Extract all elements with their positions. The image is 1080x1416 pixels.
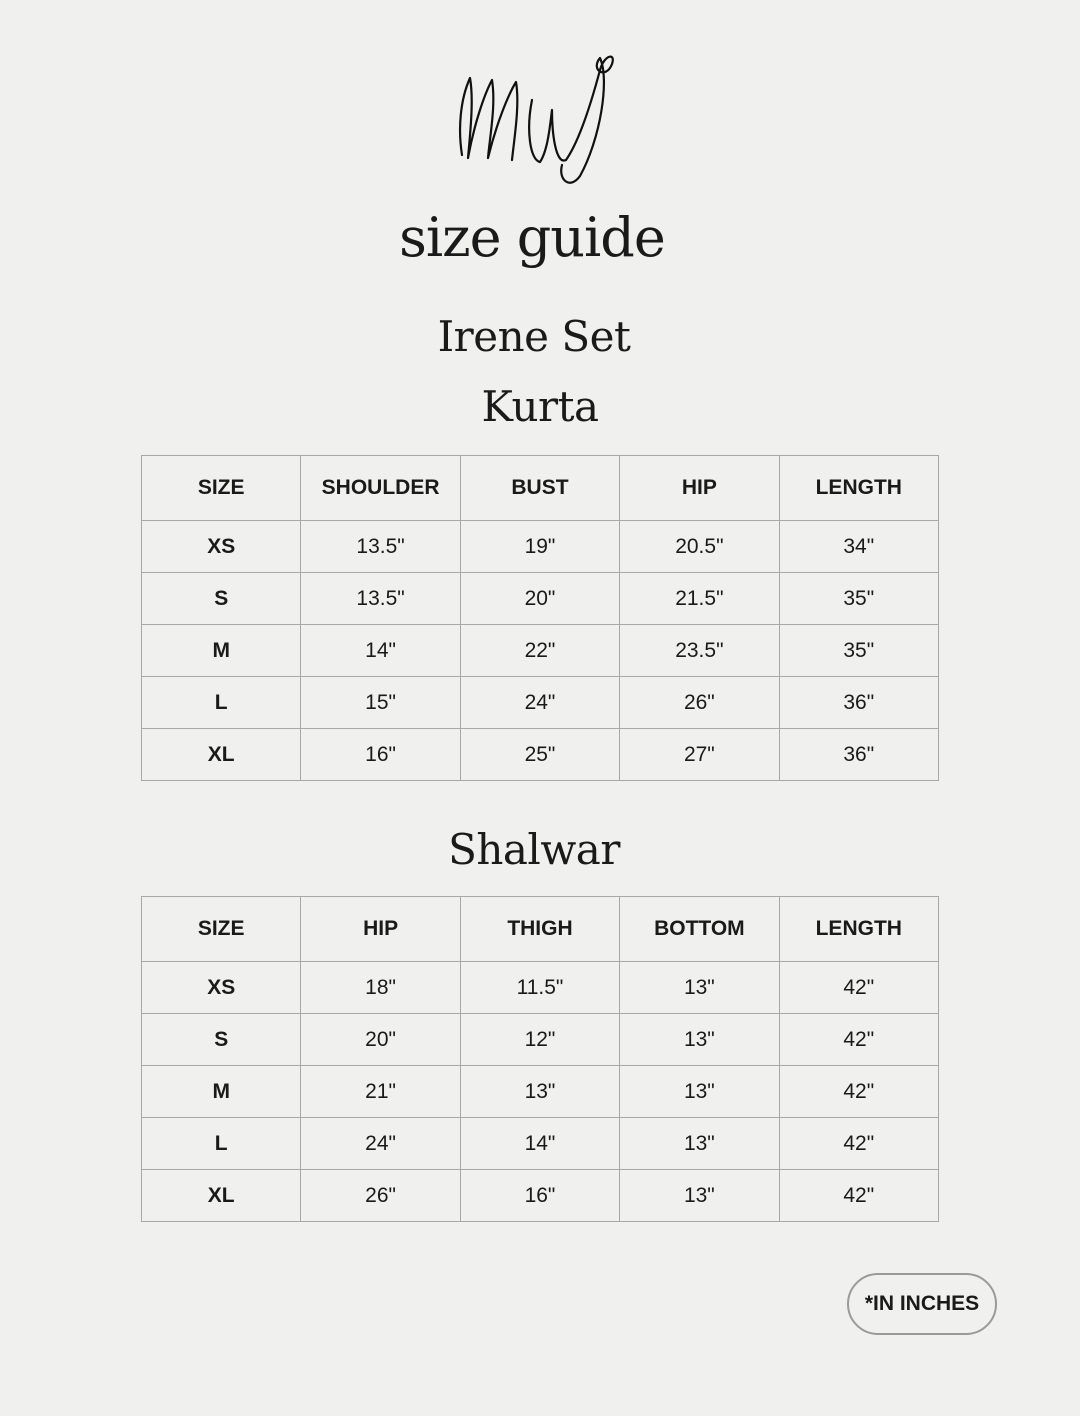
length-cell: 42" bbox=[779, 962, 938, 1014]
hip-cell: 21" bbox=[301, 1066, 460, 1118]
length-cell: 35" bbox=[779, 573, 938, 625]
kurta-heading: Kurta bbox=[481, 382, 599, 431]
set-name: Irene Set bbox=[437, 312, 631, 361]
shalwar-size-table bbox=[141, 896, 939, 1222]
table-row bbox=[142, 677, 939, 729]
thigh-cell: 13" bbox=[460, 1066, 619, 1118]
shalwar-col-thigh: THIGH bbox=[460, 897, 619, 962]
table-row bbox=[142, 729, 939, 781]
length-cell: 42" bbox=[779, 1066, 938, 1118]
thigh-cell: 16" bbox=[460, 1170, 619, 1222]
hip-cell: 21.5" bbox=[620, 573, 779, 625]
length-cell: 36" bbox=[779, 729, 938, 781]
thigh-cell: 11.5" bbox=[460, 962, 619, 1014]
size-cell: XS bbox=[142, 521, 301, 573]
kurta-col-length: LENGTH bbox=[779, 456, 938, 521]
kurta-size-table bbox=[141, 455, 939, 781]
kurta-col-bust: BUST bbox=[460, 456, 619, 521]
thigh-cell: 14" bbox=[460, 1118, 619, 1170]
table-row bbox=[142, 1118, 939, 1170]
shalwar-heading: Shalwar bbox=[448, 825, 620, 874]
page-title: size guide bbox=[399, 206, 665, 269]
kurta-col-hip: HIP bbox=[620, 456, 779, 521]
hip-cell: 20" bbox=[301, 1014, 460, 1066]
hip-cell: 20.5" bbox=[620, 521, 779, 573]
hip-cell: 27" bbox=[620, 729, 779, 781]
kurta-col-shoulder: SHOULDER bbox=[301, 456, 460, 521]
size-cell: XS bbox=[142, 962, 301, 1014]
size-cell: S bbox=[142, 573, 301, 625]
size-cell: XL bbox=[142, 1170, 301, 1222]
bottom-cell: 13" bbox=[620, 962, 779, 1014]
length-cell: 36" bbox=[779, 677, 938, 729]
kurta-col-size: SIZE bbox=[142, 456, 301, 521]
hip-cell: 18" bbox=[301, 962, 460, 1014]
size-cell: L bbox=[142, 677, 301, 729]
table-row bbox=[142, 625, 939, 677]
shoulder-cell: 15" bbox=[301, 677, 460, 729]
size-cell: L bbox=[142, 1118, 301, 1170]
length-cell: 42" bbox=[779, 1170, 938, 1222]
table-row bbox=[142, 573, 939, 625]
table-row bbox=[142, 1066, 939, 1118]
size-cell: XL bbox=[142, 729, 301, 781]
bust-cell: 20" bbox=[460, 573, 619, 625]
table-row bbox=[142, 1014, 939, 1066]
length-cell: 42" bbox=[779, 1014, 938, 1066]
shoulder-cell: 13.5" bbox=[301, 521, 460, 573]
size-cell: M bbox=[142, 625, 301, 677]
shalwar-header-row bbox=[142, 897, 939, 962]
length-cell: 34" bbox=[779, 521, 938, 573]
shoulder-cell: 14" bbox=[301, 625, 460, 677]
size-cell: M bbox=[142, 1066, 301, 1118]
bottom-cell: 13" bbox=[620, 1118, 779, 1170]
table-row bbox=[142, 521, 939, 573]
shalwar-col-length: LENGTH bbox=[779, 897, 938, 962]
brand-logo bbox=[440, 40, 630, 190]
shalwar-col-bottom: BOTTOM bbox=[620, 897, 779, 962]
bust-cell: 24" bbox=[460, 677, 619, 729]
bust-cell: 22" bbox=[460, 625, 619, 677]
bottom-cell: 13" bbox=[620, 1066, 779, 1118]
length-cell: 35" bbox=[779, 625, 938, 677]
bust-cell: 19" bbox=[460, 521, 619, 573]
bottom-cell: 13" bbox=[620, 1014, 779, 1066]
bottom-cell: 13" bbox=[620, 1170, 779, 1222]
shalwar-col-size: SIZE bbox=[142, 897, 301, 962]
length-cell: 42" bbox=[779, 1118, 938, 1170]
hip-cell: 24" bbox=[301, 1118, 460, 1170]
shalwar-col-hip: HIP bbox=[301, 897, 460, 962]
thigh-cell: 12" bbox=[460, 1014, 619, 1066]
table-row bbox=[142, 962, 939, 1014]
shoulder-cell: 13.5" bbox=[301, 573, 460, 625]
kurta-header-row bbox=[142, 456, 939, 521]
bust-cell: 25" bbox=[460, 729, 619, 781]
size-cell: S bbox=[142, 1014, 301, 1066]
hip-cell: 23.5" bbox=[620, 625, 779, 677]
shoulder-cell: 16" bbox=[301, 729, 460, 781]
units-note-badge: *IN INCHES bbox=[847, 1273, 997, 1335]
hip-cell: 26" bbox=[620, 677, 779, 729]
table-row bbox=[142, 1170, 939, 1222]
hip-cell: 26" bbox=[301, 1170, 460, 1222]
